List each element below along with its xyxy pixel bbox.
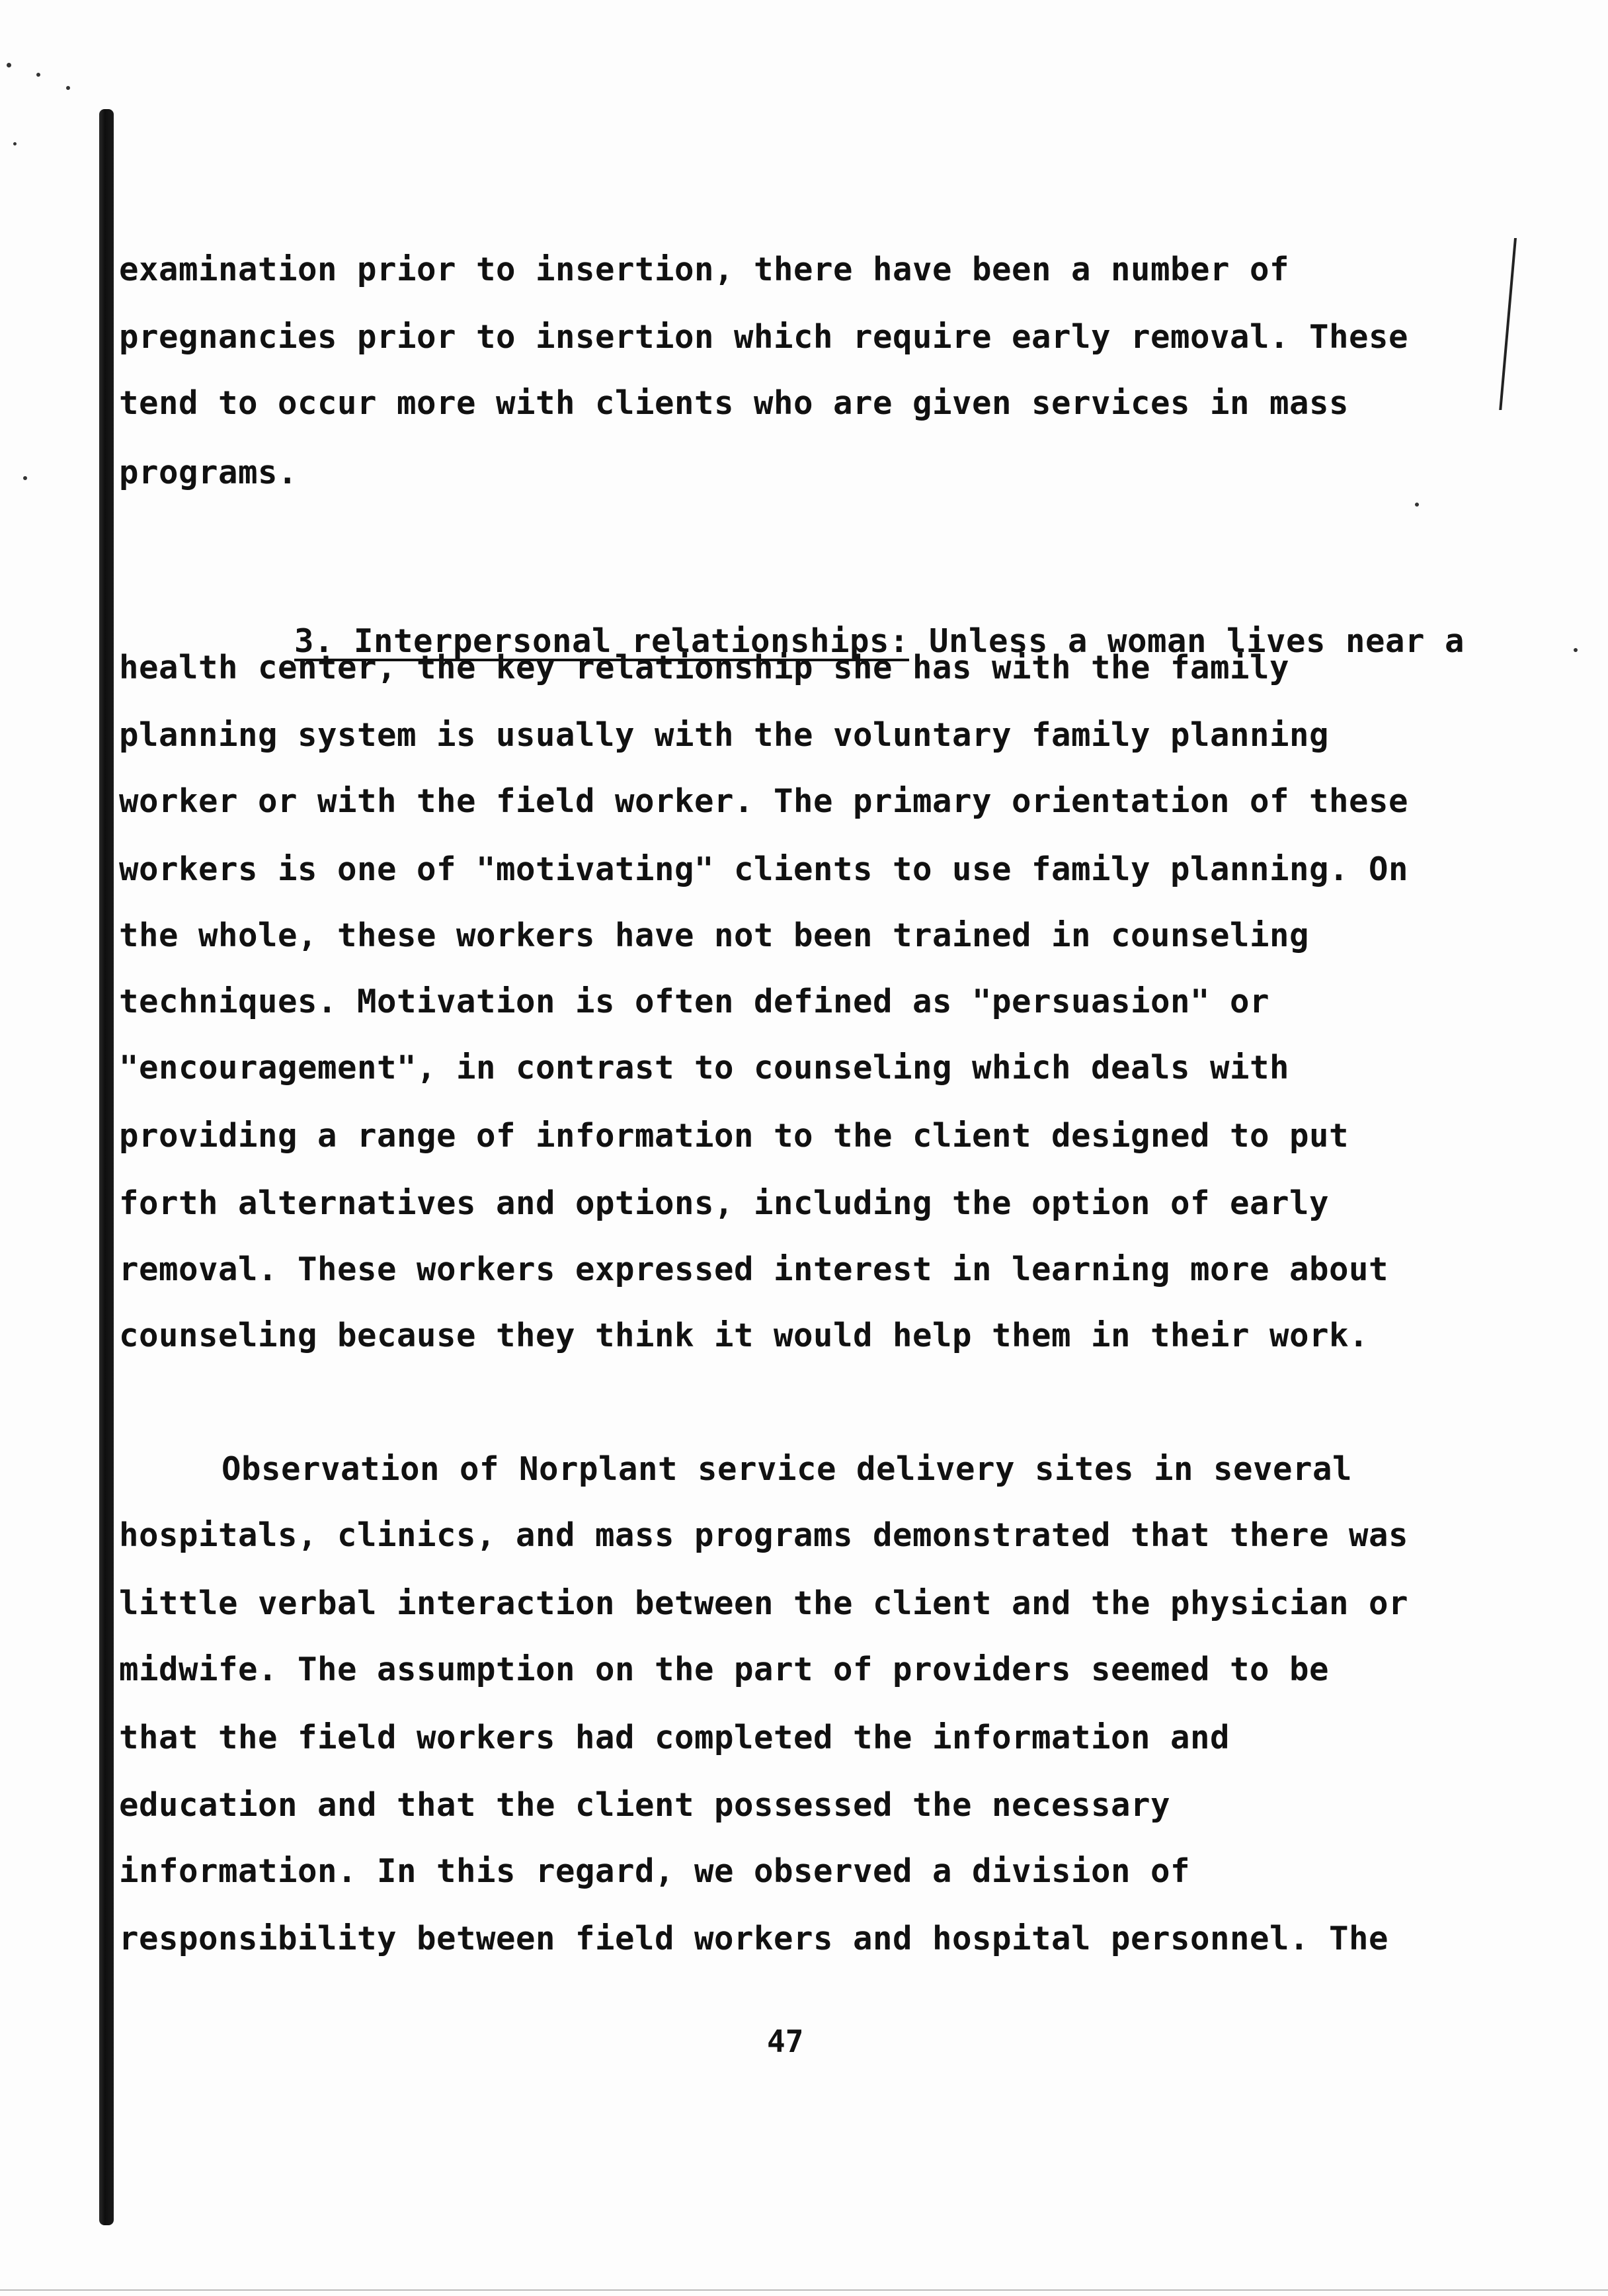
text-line: planning system is usually with the voluntary family planning <box>119 716 1330 754</box>
text-line: health center, the key relationship she has with the family <box>119 649 1290 686</box>
binding-edge <box>99 109 114 2225</box>
text-line: removal. These workers expressed interest in learning more about <box>119 1250 1389 1288</box>
text-line: tend to occur more with clients who are given services in mass <box>119 384 1349 422</box>
text-line: the whole, these workers have not been trained in counseling <box>119 917 1310 954</box>
text-line: little verbal interaction between the client and the physician or <box>119 1584 1409 1622</box>
bottom-rule <box>0 2289 1608 2291</box>
text-line: midwife. The assumption on the part of providers seemed to be <box>119 1651 1330 1688</box>
text-line: techniques. Motivation is often defined as "persuasion" or <box>119 983 1270 1020</box>
margin-mark <box>1499 238 1521 410</box>
text-line: information. In this regard, we observed a division of <box>119 1852 1191 1890</box>
text-span: Unless a woman lives near a <box>909 622 1465 660</box>
text-line: hospitals, clinics, and mass programs demonstrated that there was <box>119 1516 1409 1554</box>
text-line: education and that the client possessed the necessary <box>119 1786 1171 1824</box>
text-line: forth alternatives and options, including the option of early <box>119 1184 1330 1222</box>
text-line: counseling because they think it would help them in their work. <box>119 1317 1369 1354</box>
scan-speck <box>7 63 11 67</box>
section-heading: 3. Interpersonal relationships: <box>294 622 910 660</box>
scan-speck <box>1415 503 1419 507</box>
text-line: workers is one of "motivating" clients to use family planning. On <box>119 850 1409 888</box>
text-line: worker or with the field worker. The primary orientation of these <box>119 782 1409 820</box>
scan-speck <box>36 73 40 77</box>
scan-speck <box>66 86 70 90</box>
text-line: "encouragement", in contrast to counseling which deals with <box>119 1049 1290 1086</box>
text-line: pregnancies prior to insertion which require early removal. These <box>119 318 1409 356</box>
page-number: 47 <box>767 2024 804 2059</box>
text-line: providing a range of information to the client designed to put <box>119 1117 1349 1155</box>
text-line: programs. <box>119 454 298 491</box>
text-line: examination prior to insertion, there have been a number of <box>119 251 1290 288</box>
scan-speck <box>23 476 27 480</box>
text-line: responsibility between field workers and hospital personnel. The <box>119 1920 1389 1957</box>
scan-speck <box>1574 648 1578 652</box>
text-line: that the field workers had completed the information and <box>119 1719 1230 1756</box>
scan-speck <box>13 142 17 145</box>
text-line: Observation of Norplant service delivery sites in several <box>221 1450 1353 1488</box>
